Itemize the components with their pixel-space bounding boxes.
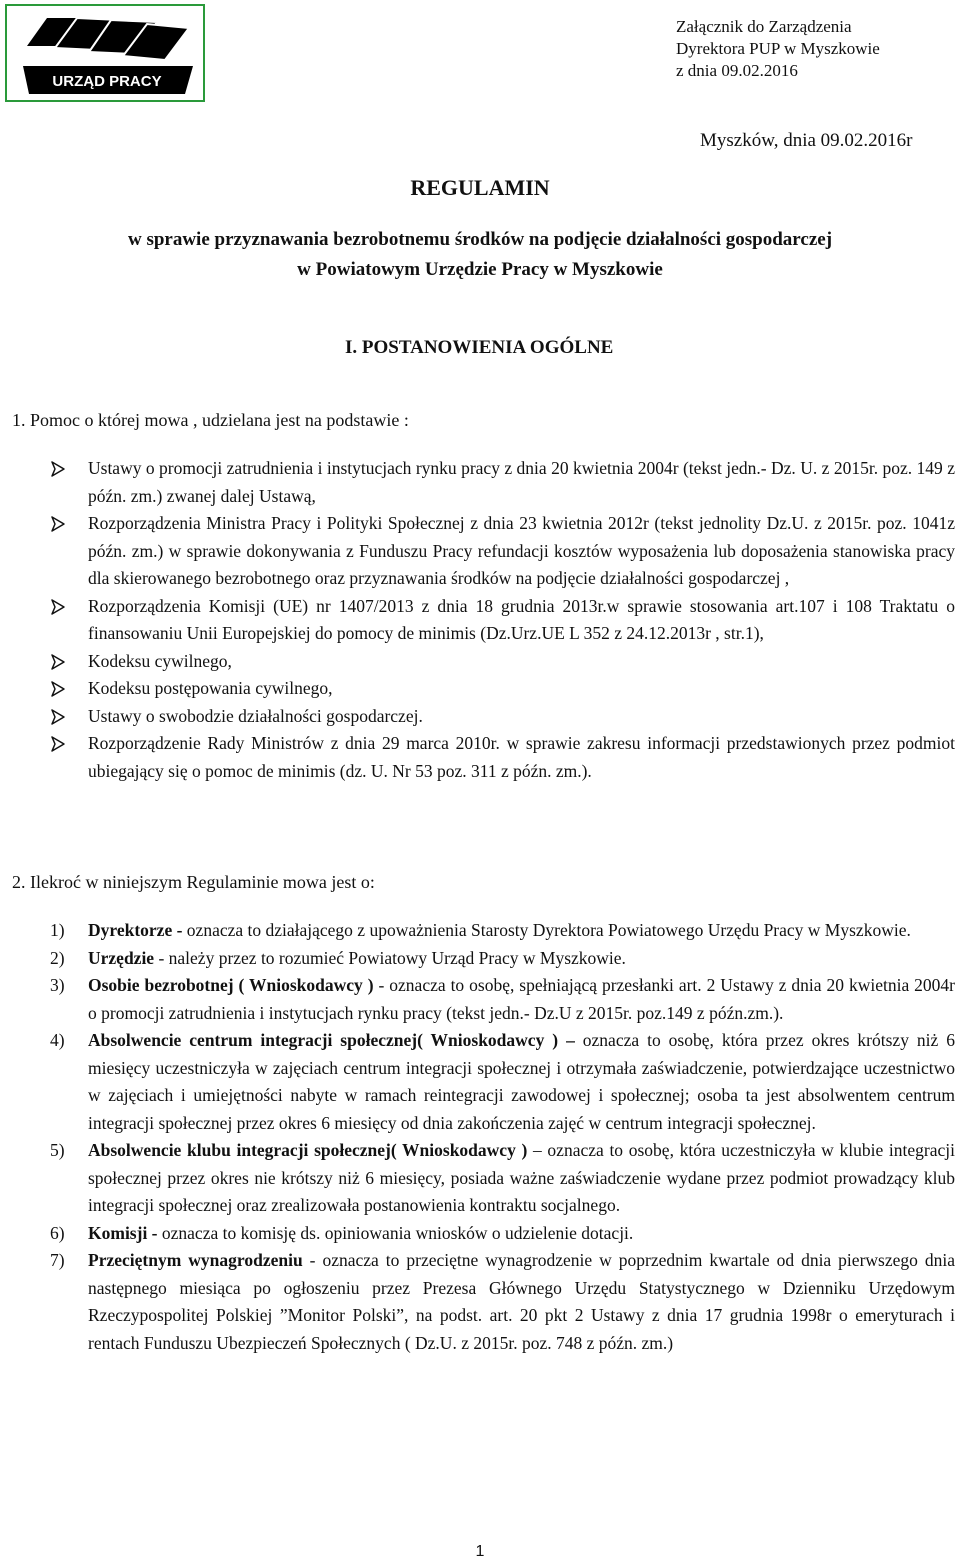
legal-basis-text: Rozporządzenia Ministra Pracy i Polityki Społecznej z dnia 23 kwietnia 2012r (tekst jednolity Dz.U. z 2015r. poz. 1041z późn. zm.) w sprawie dokonywania z Funduszu Pracy refundacji kosztów wyposażenia lub doposażenia stanowiska pracy dla skierowanego bezrobotnego oraz przyznawania środków na podjęcie działalności gospodarczej ,: [88, 513, 955, 588]
urzad-pracy-logo: [5, 4, 205, 102]
definition-number: 6): [50, 1222, 65, 1243]
arrowhead-bullet-icon: [50, 703, 66, 730]
legal-basis-item: [50, 593, 955, 648]
definition-item: [50, 1220, 955, 1248]
arrowhead-bullet-icon: [50, 510, 66, 537]
legal-basis-item: [50, 675, 955, 703]
definition-item: [50, 1247, 955, 1357]
definition-item: [50, 1137, 955, 1220]
definition-text: – oznacza to osobę, która uczestniczyła w klubie integracji społecznej przez okres nie krótszy niż 6 miesięcy, posiada ważne zaświadczenie wydane przez podmiot prowadzący klub integracji społecznej oraz zrealizowała postanowienia kontraktu socjalnego.: [88, 1140, 955, 1215]
legal-basis-item: [50, 648, 955, 676]
document-subtitle-line-1: w sprawie przyznawania bezrobotnemu środków na podjęcie działalności gospodarczej: [127, 229, 833, 250]
definition-item: [50, 917, 955, 945]
legal-basis-item: [50, 730, 955, 785]
legal-basis-item: [50, 703, 955, 731]
arrowhead-bullet-icon: [50, 455, 66, 482]
legal-basis-item: [50, 510, 955, 593]
definition-text: - oznacza to przeciętne wynagrodzenie w poprzednim kwartale od dnia pierwszego dnia następnego miesiąca po ogłoszeniu przez Prezesa Głównego Urzędu Statystycznego w Dzienniku Urzędowym Rzeczypospolitej Polskiej ”Monitor Polski”, na podst. art. 20 pkt 2 Ustawy z dnia 17 grudnia 1998r o emeryturach i rentach Funduszu Ubezpieczeń Społecznych ( Dz.U. z 2015r. poz. 748 z późn. zm.): [88, 1250, 955, 1353]
legal-basis-text: Rozporządzenia Komisji (UE) nr 1407/2013 z dnia 18 grudnia 2013r.w sprawie stosowania art.107 i 108 Traktatu o finansowaniu Unii Europejskiej do pomocy de minimis (Dz.Urz.UE L 352 z 24.12.2013r , str.1),: [88, 595, 955, 643]
page-number: 1: [475, 1543, 485, 1560]
arrowhead-bullet-icon: [50, 648, 66, 675]
legal-basis-text: Kodeksu postępowania cywilnego,: [88, 678, 333, 698]
document-subtitle-line-2: w Powiatowym Urzędzie Pracy w Myszkowie: [297, 259, 663, 280]
arrowhead-bullet-icon: [50, 730, 66, 757]
definition-term: Dyrektorze -: [88, 920, 183, 940]
legal-basis-text: Rozporządzenie Rady Ministrów z dnia 29 marca 2010r. w sprawie zakresu informacji przedstawionych przez podmiot ubiegający się o pomoc de minimis (dz. U. Nr 53 poz. 311 z późn. zm.).: [88, 733, 955, 781]
definition-text: oznacza to komisję ds. opiniowania wniosków o udzielenie dotacji.: [157, 1222, 634, 1243]
legal-basis-text: Ustawy o swobodzie działalności gospodarczej.: [88, 705, 423, 726]
legal-basis-text: Kodeksu cywilnego,: [88, 650, 232, 671]
place-and-date: Myszków, dnia 09.02.2016r: [700, 130, 913, 151]
definition-term: Przeciętnym wynagrodzeniu: [88, 1250, 303, 1270]
definition-number: 3): [50, 975, 65, 995]
definition-number: 7): [50, 1250, 65, 1270]
legal-basis-text: Ustawy o promocji zatrudnienia i instytucjach rynku pracy z dnia 20 kwietnia 2004r (tekst jedn.- Dz. U. z 2015r. poz. 149 z późn. zm.) zwanej dalej Ustawą,: [88, 458, 955, 506]
definition-item: [50, 945, 955, 973]
paragraph-2: 2. Ilekroć w niniejszym Regulaminie mowa jest o:: [12, 872, 375, 892]
definition-item: [50, 972, 955, 1027]
definition-text: oznacza to działającego z upoważnienia Starosty Dyrektora Powiatowego Urzędu Pracy w Myszkowie.: [182, 920, 911, 940]
definition-term: Komisji -: [88, 1222, 158, 1243]
document-title: REGULAMIN: [410, 175, 550, 200]
paragraph-1: 1. Pomoc o której mowa , udzielana jest na podstawie :: [12, 410, 409, 430]
definition-term: Absolwencie klubu integracji społecznej( Wnioskodawcy ): [88, 1140, 528, 1160]
definition-number: 1): [50, 920, 65, 940]
definition-number: 4): [50, 1030, 65, 1050]
definition-term: Urzędzie: [88, 947, 155, 968]
definition-item: [50, 1027, 955, 1137]
annex-line-2: Dyrektora PUP w Myszkowie: [676, 39, 880, 58]
annex-line-1: Załącznik do Zarządzenia: [676, 17, 852, 36]
definition-term: Osobie bezrobotnej ( Wnioskodawcy ): [88, 975, 374, 995]
legal-bases-list: [50, 455, 955, 785]
definition-text: - oznacza to osobę, spełniającą przesłanki art. 2 Ustawy z dnia 20 kwietnia 2004r o promocji zatrudnienia i instytucjach rynku pracy (tekst jedn.- Dz.U z 2015r. poz.149 z późn.zm.).: [88, 975, 955, 1023]
definitions-list: [50, 917, 955, 1357]
annex-note: [676, 16, 880, 82]
arrowhead-bullet-icon: [50, 593, 66, 620]
definition-number: 2): [50, 947, 65, 968]
section-heading: I. POSTANOWIENIA OGÓLNE: [345, 337, 614, 358]
definition-number: 5): [50, 1140, 65, 1160]
definition-term: Absolwencie centrum integracji społecznej( Wnioskodawcy ) –: [88, 1030, 575, 1050]
definition-text: - należy przez to rozumieć Powiatowy Urząd Pracy w Myszkowie.: [154, 947, 626, 968]
definition-text: oznacza to osobę, która przez okres krótszy niż 6 miesięcy uczestniczyła w zajęciach centrum integracji społecznej i otrzymała zaświadczenie, potwierdzające uczestnictwo w zajęciach i umiejętności nabyte w ramach reintegracji zawodowej i społecznej; osoba ta jest absolwentem centrum integracji społecznej przez okres 6 miesięcy od dnia zakończenia zajęć w centrum integracji społecznej.: [88, 1030, 955, 1133]
legal-basis-item: [50, 455, 955, 510]
annex-line-3: z dnia 09.02.2016: [676, 61, 798, 80]
logo-text: URZĄD PRACY: [52, 73, 162, 90]
arrowhead-bullet-icon: [50, 675, 66, 702]
